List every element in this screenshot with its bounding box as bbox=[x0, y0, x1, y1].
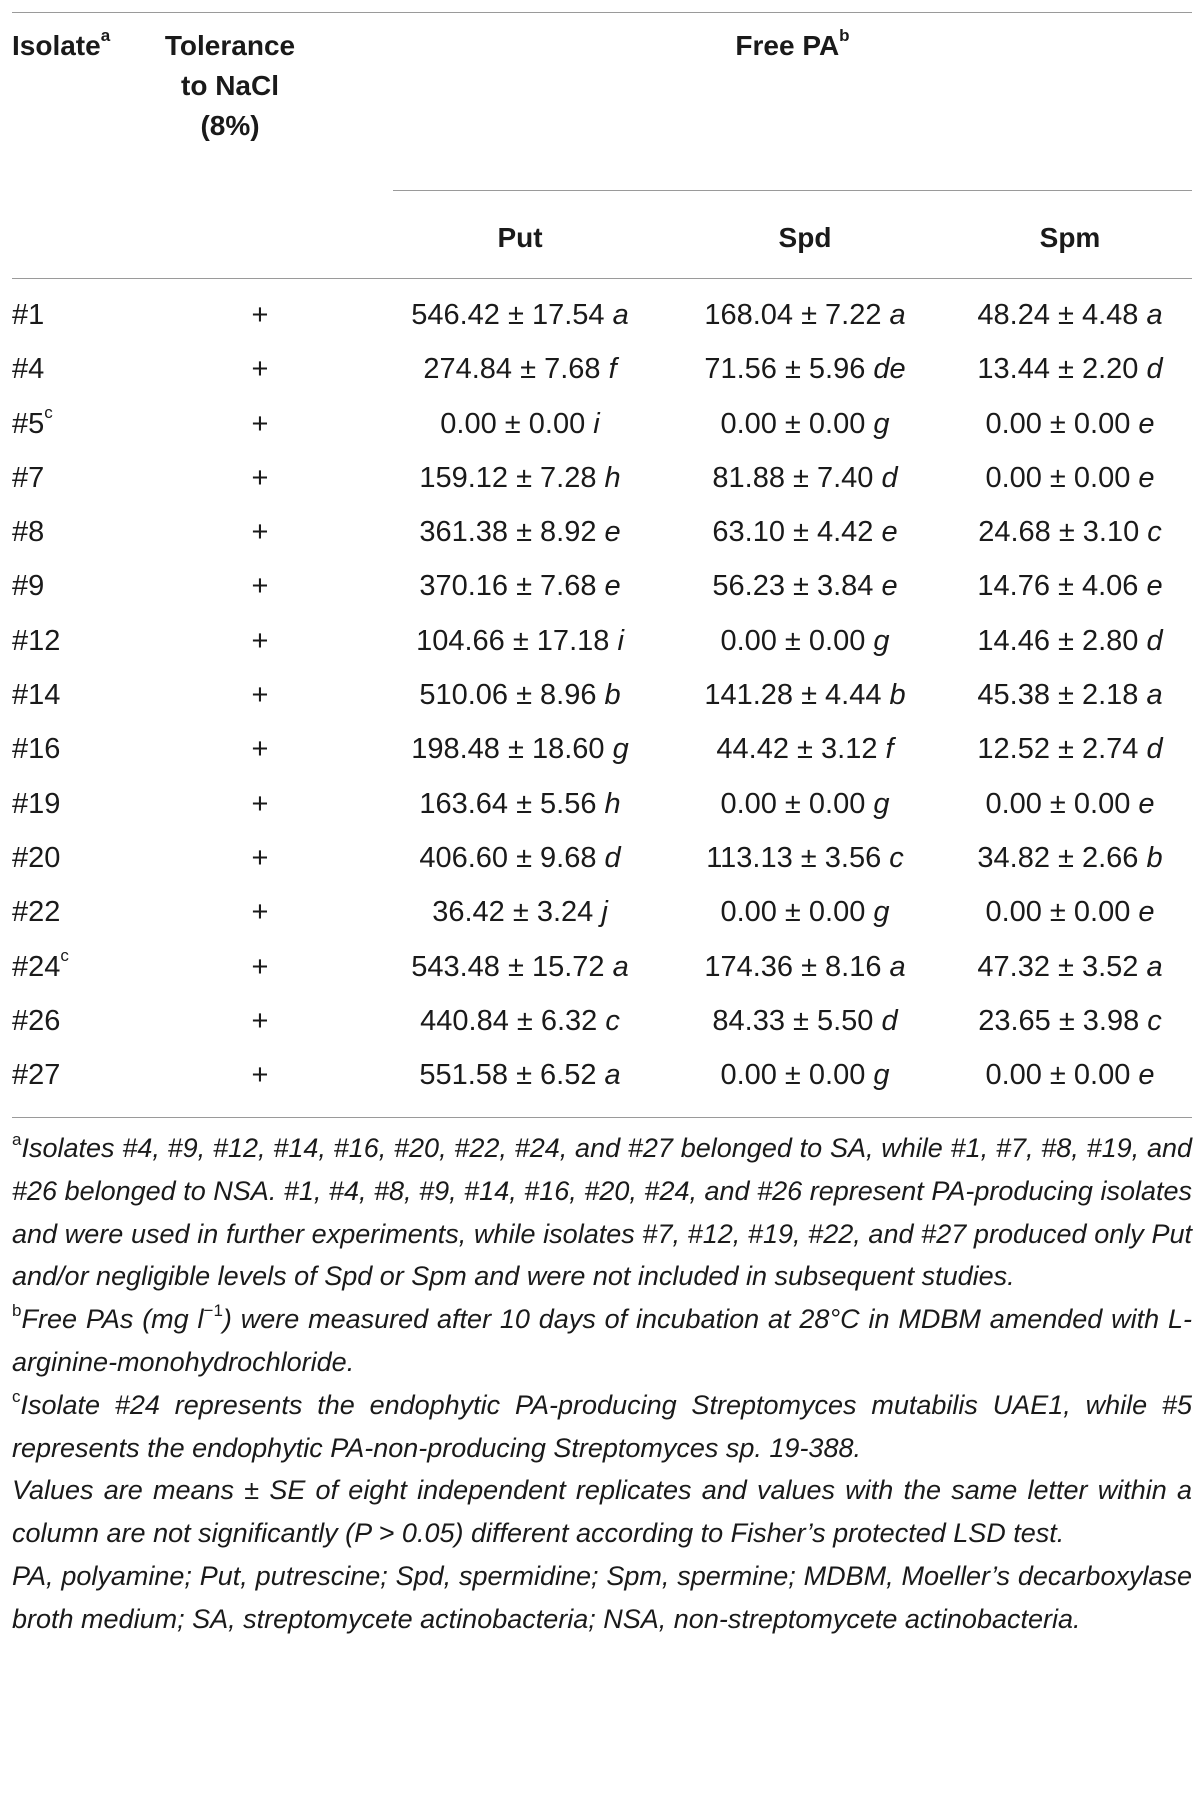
cell-put bbox=[370, 349, 670, 389]
put-significance-letter: f bbox=[608, 353, 617, 386]
spm-significance-letter: a bbox=[1146, 950, 1163, 983]
cell-spm bbox=[940, 512, 1200, 552]
cell-spm bbox=[940, 458, 1200, 498]
isolate-id: #16 bbox=[12, 733, 61, 766]
cell-spm bbox=[940, 404, 1200, 444]
spm-value: 0.00 ± 0.00 bbox=[985, 407, 1131, 440]
put-significance-letter: i bbox=[617, 624, 624, 657]
spd-significance-letter: g bbox=[873, 896, 890, 929]
cell-put bbox=[370, 1055, 670, 1095]
spd-significance-letter: b bbox=[889, 679, 906, 712]
put-significance-letter: a bbox=[604, 1059, 621, 1092]
cell-isolate bbox=[12, 1001, 60, 1041]
header-isolate bbox=[12, 26, 110, 66]
spm-significance-letter: e bbox=[1138, 407, 1155, 440]
put-significance-letter: j bbox=[601, 896, 608, 929]
cell-isolate bbox=[12, 729, 60, 769]
footnote-a-text: Isolates #4, #9, #12, #14, #16, #20, #22, #24, and #27 belonged to SA, while #1, #7, #8, #19, and #26 belonged to NSA. #1, #4, #8, #9, #14, #16, #20, #24, and #26 represent PA-producing isolates and were used in further experiments, while isolates #7, #12, #19, #22, and #27 produced only Put and/or negligible levels of Spd or Spm and were not included in subsequent studies. bbox=[12, 1133, 1192, 1292]
cell-isolate bbox=[12, 512, 44, 552]
spm-value: 14.46 ± 2.80 bbox=[977, 624, 1139, 657]
isolate-id: #26 bbox=[12, 1004, 61, 1037]
put-value: 36.42 ± 3.24 bbox=[432, 896, 594, 929]
cell-put bbox=[370, 1001, 670, 1041]
spd-significance-letter: g bbox=[873, 624, 890, 657]
cell-spd bbox=[660, 621, 950, 661]
cell-put bbox=[370, 892, 670, 932]
header-isolate-label: Isolate bbox=[12, 30, 101, 61]
footnote-c-mark: c bbox=[12, 1386, 21, 1406]
footnote-b-mark: b bbox=[12, 1301, 22, 1321]
table-row bbox=[0, 784, 1200, 838]
spd-significance-letter: g bbox=[873, 1059, 890, 1092]
cell-isolate bbox=[12, 404, 53, 444]
cell-spm bbox=[940, 784, 1200, 824]
spd-value: 44.42 ± 3.12 bbox=[716, 733, 878, 766]
cell-tolerance: + bbox=[251, 353, 269, 386]
cell-spm bbox=[940, 349, 1200, 389]
cell-tolerance: + bbox=[251, 570, 269, 603]
spm-value: 0.00 ± 0.00 bbox=[985, 461, 1131, 494]
spm-value: 48.24 ± 4.48 bbox=[977, 299, 1139, 331]
put-value: 198.48 ± 18.60 bbox=[411, 733, 605, 766]
spd-value: 174.36 ± 8.16 bbox=[704, 950, 882, 983]
spm-significance-letter: a bbox=[1146, 299, 1163, 331]
isolate-id: #20 bbox=[12, 841, 61, 874]
cell-isolate bbox=[12, 675, 60, 715]
cell-spd bbox=[660, 404, 950, 444]
footnote-b bbox=[12, 1298, 1192, 1384]
put-value: 361.38 ± 8.92 bbox=[419, 516, 597, 549]
table-row bbox=[0, 947, 1200, 1001]
table-body bbox=[0, 295, 1200, 1109]
table-row bbox=[0, 349, 1200, 403]
cell-spm bbox=[940, 675, 1200, 715]
header-rule bbox=[12, 278, 1192, 279]
spm-value: 12.52 ± 2.74 bbox=[977, 733, 1139, 766]
footnote-c bbox=[12, 1384, 1192, 1470]
spm-significance-letter: d bbox=[1146, 624, 1163, 657]
isolate-id: #14 bbox=[12, 679, 61, 712]
cell-spd bbox=[660, 349, 950, 389]
cell-spm bbox=[940, 729, 1200, 769]
put-significance-letter: b bbox=[604, 679, 621, 712]
spm-value: 0.00 ± 0.00 bbox=[985, 896, 1131, 929]
cell-put bbox=[370, 675, 670, 715]
table-row bbox=[0, 512, 1200, 566]
cell-spm bbox=[940, 1055, 1200, 1095]
header-isolate-sup: a bbox=[100, 25, 111, 45]
spm-significance-letter: e bbox=[1138, 787, 1155, 820]
spd-value: 63.10 ± 4.42 bbox=[712, 516, 874, 549]
spm-significance-letter: c bbox=[1147, 516, 1162, 549]
cell-isolate bbox=[12, 838, 60, 878]
cell-spd bbox=[660, 892, 950, 932]
table-footnotes bbox=[12, 1127, 1192, 1641]
table-row bbox=[0, 838, 1200, 892]
spm-value: 34.82 ± 2.66 bbox=[977, 841, 1139, 874]
isolate-id: #8 bbox=[12, 516, 45, 549]
cell-spd bbox=[660, 566, 950, 606]
header-tolerance-line3: (8%) bbox=[200, 110, 260, 141]
spm-value: 24.68 ± 3.10 bbox=[978, 516, 1140, 549]
put-value: 406.60 ± 9.68 bbox=[419, 841, 597, 874]
spd-value: 0.00 ± 0.00 bbox=[720, 1059, 866, 1092]
isolate-id: #7 bbox=[12, 461, 45, 494]
cell-spd bbox=[660, 838, 950, 878]
isolate-id: #4 bbox=[12, 353, 45, 386]
header-free-pa-label: Free PA bbox=[735, 30, 840, 61]
spm-significance-letter: b bbox=[1146, 841, 1163, 874]
put-significance-letter: h bbox=[604, 787, 621, 820]
cell-spd bbox=[660, 784, 950, 824]
cell-spd bbox=[660, 1055, 950, 1095]
put-value: 440.84 ± 6.32 bbox=[420, 1004, 598, 1037]
cell-spm bbox=[940, 566, 1200, 606]
cell-spm bbox=[940, 295, 1200, 335]
cell-spd bbox=[660, 1001, 950, 1041]
cell-isolate bbox=[12, 295, 44, 335]
spd-value: 56.23 ± 3.84 bbox=[712, 570, 874, 603]
spm-value: 23.65 ± 3.98 bbox=[978, 1004, 1140, 1037]
cell-spm bbox=[940, 947, 1200, 987]
cell-isolate bbox=[12, 784, 60, 824]
footnote-a-mark: a bbox=[12, 1130, 22, 1149]
put-value: 163.64 ± 5.56 bbox=[419, 787, 597, 820]
cell-spm bbox=[940, 621, 1200, 661]
cell-tolerance: + bbox=[251, 299, 269, 331]
isolate-footnote-mark: c bbox=[60, 945, 69, 965]
spm-significance-letter: a bbox=[1146, 679, 1163, 712]
spm-significance-letter: e bbox=[1146, 570, 1163, 603]
cell-put bbox=[370, 784, 670, 824]
cell-put bbox=[370, 566, 670, 606]
spm-significance-letter: c bbox=[1147, 1004, 1162, 1037]
spd-value: 0.00 ± 0.00 bbox=[720, 787, 866, 820]
put-significance-letter: g bbox=[612, 733, 629, 766]
spd-significance-letter: c bbox=[889, 841, 904, 874]
spm-value: 45.38 ± 2.18 bbox=[977, 679, 1139, 712]
isolate-id: #5 bbox=[12, 407, 45, 440]
isolate-id: #19 bbox=[12, 787, 61, 820]
put-value: 159.12 ± 7.28 bbox=[419, 461, 597, 494]
cell-spm bbox=[940, 1001, 1200, 1041]
put-value: 543.48 ± 15.72 bbox=[411, 950, 605, 983]
spd-significance-letter: a bbox=[889, 950, 906, 983]
header-spm: Spm bbox=[1039, 222, 1101, 253]
spd-value: 0.00 ± 0.00 bbox=[720, 624, 866, 657]
cell-tolerance: + bbox=[251, 407, 269, 440]
spm-value: 13.44 ± 2.20 bbox=[977, 353, 1139, 386]
table-row bbox=[0, 729, 1200, 783]
spm-significance-letter: e bbox=[1138, 1059, 1155, 1092]
cell-isolate bbox=[12, 566, 44, 606]
free-pa-subrule bbox=[393, 190, 1192, 191]
spm-significance-letter: e bbox=[1138, 896, 1155, 929]
spd-value: 0.00 ± 0.00 bbox=[720, 896, 866, 929]
spm-significance-letter: d bbox=[1146, 733, 1163, 766]
cell-put bbox=[370, 458, 670, 498]
put-value: 546.42 ± 17.54 bbox=[411, 299, 605, 331]
isolate-id: #1 bbox=[12, 299, 45, 331]
cell-isolate bbox=[12, 947, 69, 987]
put-significance-letter: a bbox=[612, 950, 629, 983]
footnote-b-text-pre: Free PAs (mg l bbox=[21, 1304, 204, 1335]
footnote-c-text: Isolate #24 represents the endophytic PA-producing Streptomyces mutabilis UAE1, while #5 represents the endophytic PA-non-producing Streptomyces sp. 19-388. bbox=[12, 1389, 1192, 1463]
spd-significance-letter: e bbox=[881, 516, 898, 549]
cell-isolate bbox=[12, 621, 60, 661]
cell-tolerance: + bbox=[251, 516, 269, 549]
spm-value: 14.76 ± 4.06 bbox=[977, 570, 1139, 603]
isolate-id: #24 bbox=[12, 950, 61, 983]
header-tolerance-line1: Tolerance bbox=[164, 30, 296, 61]
footnote-b-text-post: ) were measured after 10 days of incubation at 28°C in MDBM amended with L-arginine-monohydrochloride. bbox=[12, 1304, 1192, 1377]
spd-value: 141.28 ± 4.44 bbox=[704, 679, 882, 712]
spm-value: 0.00 ± 0.00 bbox=[985, 787, 1131, 820]
cell-spd bbox=[660, 458, 950, 498]
put-value: 551.58 ± 6.52 bbox=[419, 1059, 597, 1092]
spd-significance-letter: g bbox=[873, 787, 890, 820]
cell-isolate bbox=[12, 458, 44, 498]
put-significance-letter: i bbox=[593, 407, 600, 440]
spm-significance-letter: d bbox=[1146, 353, 1163, 386]
table-row bbox=[0, 892, 1200, 946]
table-row bbox=[0, 295, 1200, 349]
put-significance-letter: e bbox=[604, 570, 621, 603]
put-significance-letter: h bbox=[604, 461, 621, 494]
cell-tolerance: + bbox=[251, 1004, 269, 1037]
cell-spm bbox=[940, 838, 1200, 878]
isolate-id: #22 bbox=[12, 896, 61, 929]
header-free-pa bbox=[393, 26, 1192, 66]
table-row bbox=[0, 1055, 1200, 1109]
table-row bbox=[0, 675, 1200, 729]
cell-put bbox=[370, 512, 670, 552]
table-row bbox=[0, 1001, 1200, 1055]
cell-spd bbox=[660, 295, 950, 335]
put-significance-letter: e bbox=[604, 516, 621, 549]
put-value: 370.16 ± 7.68 bbox=[419, 570, 597, 603]
cell-tolerance: + bbox=[251, 679, 269, 712]
spd-significance-letter: d bbox=[881, 461, 898, 494]
spd-significance-letter: a bbox=[889, 299, 906, 331]
footnote-abbreviations: PA, polyamine; Put, putrescine; Spd, spermidine; Spm, spermine; MDBM, Moeller’s decarboxylase broth medium; SA, streptomycete actinobacteria; NSA, non-streptomycete actinobacteria. bbox=[12, 1560, 1192, 1634]
header-put: Put bbox=[497, 222, 543, 253]
cell-spd bbox=[660, 729, 950, 769]
table-row bbox=[0, 621, 1200, 675]
isolate-footnote-mark: c bbox=[44, 402, 53, 422]
spm-value: 47.32 ± 3.52 bbox=[977, 950, 1139, 983]
put-value: 0.00 ± 0.00 bbox=[440, 407, 586, 440]
table-row bbox=[0, 566, 1200, 620]
table-row bbox=[0, 404, 1200, 458]
cell-put bbox=[370, 621, 670, 661]
put-value: 510.06 ± 8.96 bbox=[419, 679, 597, 712]
footnote-b-exponent: −1 bbox=[203, 1301, 223, 1321]
cell-put bbox=[370, 729, 670, 769]
put-significance-letter: c bbox=[605, 1004, 620, 1037]
isolate-id: #27 bbox=[12, 1059, 61, 1092]
spm-significance-letter: e bbox=[1138, 461, 1155, 494]
cell-tolerance: + bbox=[251, 787, 269, 820]
spd-significance-letter: g bbox=[873, 407, 890, 440]
spm-value: 0.00 ± 0.00 bbox=[985, 1059, 1131, 1092]
cell-spd bbox=[660, 675, 950, 715]
cell-spm bbox=[940, 892, 1200, 932]
cell-put bbox=[370, 295, 670, 335]
cell-tolerance: + bbox=[251, 841, 269, 874]
spd-significance-letter: f bbox=[885, 733, 894, 766]
cell-tolerance: + bbox=[251, 624, 269, 657]
cell-tolerance: + bbox=[251, 461, 269, 494]
header-free-pa-sup: b bbox=[839, 25, 850, 45]
cell-tolerance: + bbox=[251, 896, 269, 929]
cell-tolerance: + bbox=[251, 733, 269, 766]
cell-isolate bbox=[12, 1055, 60, 1095]
spd-significance-letter: d bbox=[881, 1004, 898, 1037]
cell-tolerance: + bbox=[251, 950, 269, 983]
cell-isolate bbox=[12, 349, 44, 389]
header-tolerance-line2: to NaCl bbox=[181, 70, 279, 101]
cell-spd bbox=[660, 947, 950, 987]
put-value: 274.84 ± 7.68 bbox=[423, 353, 601, 386]
header-tolerance bbox=[150, 26, 310, 146]
spd-value: 0.00 ± 0.00 bbox=[720, 407, 866, 440]
spd-significance-letter: e bbox=[881, 570, 898, 603]
cell-spd bbox=[660, 512, 950, 552]
isolate-id: #9 bbox=[12, 570, 45, 603]
spd-value: 168.04 ± 7.22 bbox=[704, 299, 882, 331]
cell-tolerance: + bbox=[251, 1059, 269, 1092]
cell-put bbox=[370, 947, 670, 987]
isolate-id: #12 bbox=[12, 624, 61, 657]
spd-value: 81.88 ± 7.40 bbox=[712, 461, 874, 494]
bottom-rule bbox=[12, 1117, 1192, 1118]
top-rule bbox=[12, 12, 1192, 13]
cell-isolate bbox=[12, 892, 60, 932]
cell-put bbox=[370, 404, 670, 444]
footnote-a bbox=[12, 1127, 1192, 1298]
spd-value: 71.56 ± 5.96 bbox=[704, 353, 866, 386]
put-significance-letter: a bbox=[612, 299, 629, 331]
put-significance-letter: d bbox=[604, 841, 621, 874]
table-row bbox=[0, 458, 1200, 512]
footnote-values: Values are means ± SE of eight independent replicates and values with the same letter within a column are not significantly (P > 0.05) different according to Fisher’s protected LSD test. bbox=[12, 1475, 1192, 1549]
spd-value: 113.13 ± 3.56 bbox=[706, 841, 882, 874]
header-spd: Spd bbox=[778, 222, 832, 253]
spd-value: 84.33 ± 5.50 bbox=[712, 1004, 874, 1037]
spd-significance-letter: de bbox=[873, 353, 906, 386]
put-value: 104.66 ± 17.18 bbox=[416, 624, 610, 657]
cell-put bbox=[370, 838, 670, 878]
